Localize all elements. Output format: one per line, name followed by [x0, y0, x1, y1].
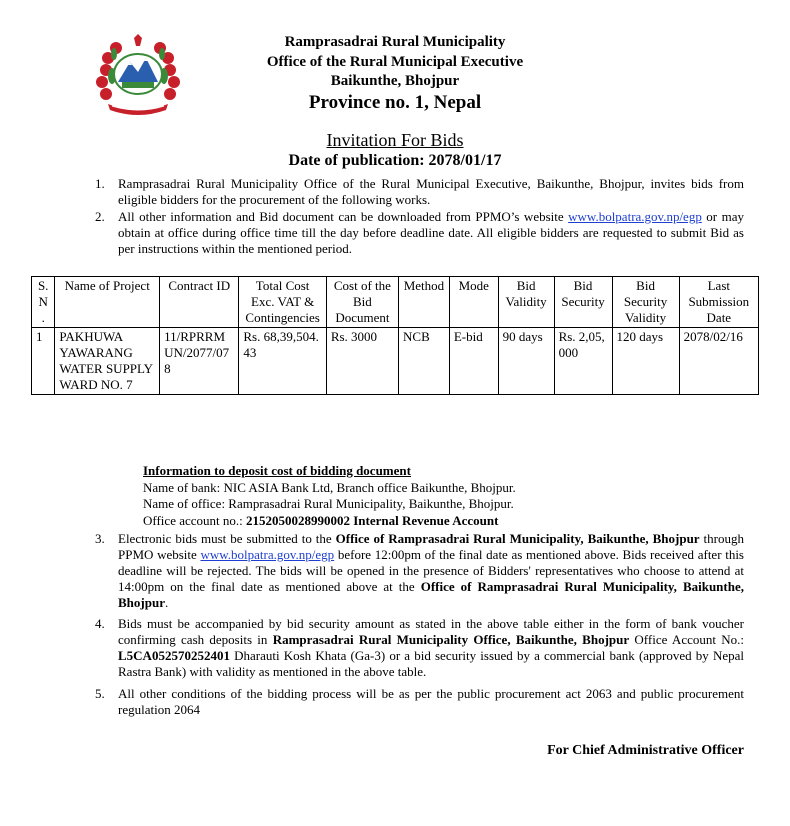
paragraph-text: . [164, 595, 169, 610]
item-number: 2. [95, 209, 105, 224]
account-label: Office account no.: [143, 512, 246, 528]
paragraph-text: before 12:00pm of the final date as mentioned above. Bids received after this deadline will be rejected. The bids will be opened in the presence of Bidders' representatives who choose to attend at 14:00pm on the final date as mentioned above at the [118, 547, 744, 594]
column-header: Last Submission Date [679, 277, 758, 328]
province-name: Province no. 1, Nepal [308, 92, 482, 113]
table-header-row [32, 277, 759, 328]
table-cell: 120 days [612, 328, 679, 395]
paragraph-text: Dharauti Kosh Khata (Ga-3) or a bid security issued by a commercial bank (approved by Nepal Rastra Bank) with validity as mentioned in the above table. [118, 648, 744, 679]
table-cell: 1 [32, 328, 55, 395]
paragraph-5: All other conditions of the bidding process will be as per the public procurement act 2063 and public procurement regulation 2064 [118, 686, 744, 717]
deposit-info [143, 463, 516, 529]
bolpatra-link[interactable]: www.bolpatra.gov.np/egp [568, 209, 702, 224]
signature-line: For Chief Administrative Officer [547, 743, 744, 758]
paragraph-4 [118, 616, 744, 680]
bank-name: Name of bank: NIC ASIA Bank Ltd, Branch office Baikunthe, Bhojpur. [143, 479, 516, 495]
item-number: 1. [95, 176, 105, 191]
paragraph-text: All other information and Bid document can be downloaded from PPMO’s website [118, 209, 569, 224]
column-header: Bid Security [554, 277, 612, 328]
column-header: S. N . [32, 277, 55, 328]
column-header: Cost of the Bid Document [326, 277, 398, 328]
table-cell: 90 days [498, 328, 554, 395]
table-row [32, 328, 759, 395]
office-account [143, 513, 516, 530]
table-cell: Rs. 3000 [326, 328, 398, 395]
column-header: Bid Validity [498, 277, 554, 328]
paragraph-1: Ramprasadrai Rural Municipality Office of the Rural Municipal Executive, Baikunthe, Bhojpur, invites bids from eligible bidders for the procurement of the following works. [118, 176, 744, 207]
document-title: Invitation For Bids [326, 130, 464, 150]
table-cell: E-bid [449, 328, 498, 395]
paragraph-3 [118, 531, 744, 611]
bolpatra-link[interactable]: www.bolpatra.gov.np/egp [200, 547, 335, 562]
bids-table [31, 276, 759, 395]
table-cell: PAKHUWA YAWARANG WATER SUPPLY WARD NO. 7 [55, 328, 160, 395]
office-bold: Office of Ramprasadrai Rural Municipality, Baikunthe, Bhojpur [335, 531, 700, 546]
column-header: Total Cost Exc. VAT & Contingencies [239, 277, 326, 328]
paragraph-text: or may obtain at office during office time till the day before deadline date. All eligible bidders are requested to submit Bid as per instructions within the mentioned period. [118, 209, 744, 256]
account-number: L5CA052570252401 [118, 648, 230, 663]
publication-date: Date of publication: 2078/01/17 [288, 152, 502, 169]
item-number: 3. [95, 531, 105, 546]
table-cell: NCB [399, 328, 450, 395]
office-address: Baikunthe, Bhojpur [330, 73, 460, 89]
municipality-name: Ramprasadrai Rural Municipality [284, 34, 506, 50]
item-number: 4. [95, 616, 105, 631]
table-cell: Rs. 68,39,504.43 [239, 328, 326, 395]
paragraph-2 [118, 209, 744, 257]
table-cell: Rs. 2,05,000 [554, 328, 612, 395]
office-name: Office of the Rural Municipal Executive [266, 54, 524, 70]
office-bold: Office of Ramprasadrai Rural Municipality, Baikunthe, Bhojpur [118, 579, 744, 610]
nepal-emblem-icon [88, 30, 188, 118]
office-bold: Ramprasadrai Rural Municipality Office, Baikunthe, Bhojpur [272, 632, 630, 647]
column-header: Name of Project [55, 277, 160, 328]
item-number: 5. [95, 686, 105, 701]
column-header: Contract ID [160, 277, 239, 328]
table-cell: 2078/02/16 [679, 328, 758, 395]
account-value: 2152050028990002 Internal Revenue Account [246, 512, 499, 528]
paragraph-text: Bids must be accompanied by bid security amount as stated in the above table either in the form of bank voucher confirming cash deposits in [118, 616, 744, 647]
table-cell: 11/RPRRMUN/2077/078 [160, 328, 239, 395]
office-name-line: Name of office: Ramprasadrai Rural Municipality, Baikunthe, Bhojpur. [143, 496, 514, 511]
deposit-title: Information to deposit cost of bidding document [143, 463, 411, 478]
column-header: Bid Security Validity [612, 277, 679, 328]
paragraph-text: Electronic bids must be submitted to the [118, 531, 336, 546]
paragraph-text: through PPMO website [118, 531, 744, 562]
paragraph-text: Office Account No.: [629, 632, 744, 647]
column-header: Mode [449, 277, 498, 328]
column-header: Method [399, 277, 450, 328]
